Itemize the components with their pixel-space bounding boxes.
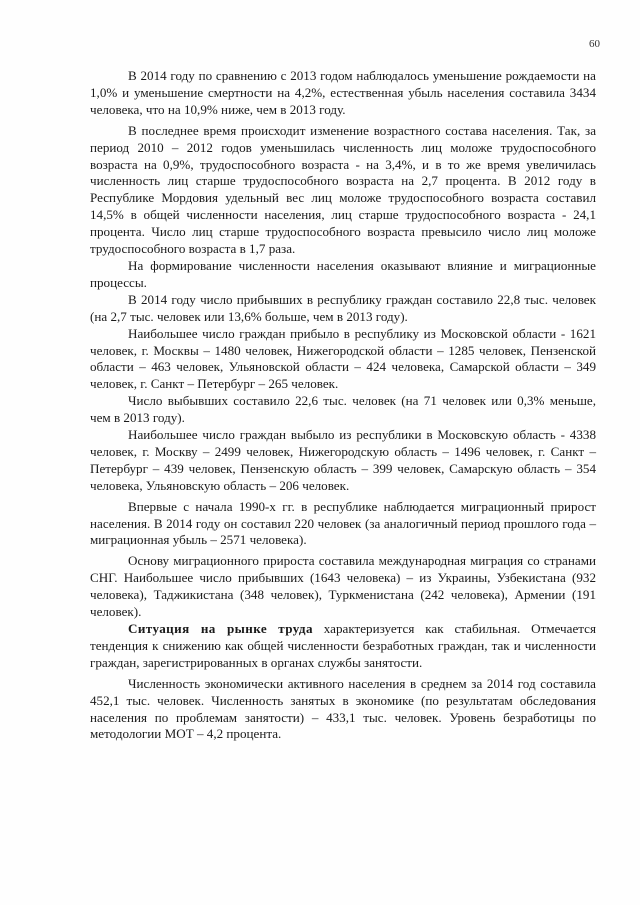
paragraph-age-structure: В последнее время происходит изменение возрастного состава населения. Так, за период 2010 – 2012 годов уменьшилась численность лиц моложе трудоспособного возраста на 0,9%, трудоспособного возраста - на 3,4%, и в то же время увеличилась численность лиц старше трудоспособного возраста на 2,7 процента. В 2012 году в Республике Мордовия удельный вес лиц моложе трудоспособного возраста составил 14,5% в общей численности населения, лиц старше трудоспособного возраста - 24,1 процента. Число лиц старше трудоспособного возраста превысило число лиц моложе трудоспособного возраста в 1,7 раза. — [90, 122, 596, 257]
paragraph-migration-growth: Впервые с начала 1990-х гг. в республике наблюдается миграционный прирост населения. В 2014 году он составил 220 человек (за аналогичный период прошлого года – миграционная убыль – 2571 человека). — [90, 498, 596, 548]
paragraph-arrivals-total: В 2014 году число прибывших в республику граждан составило 22,8 тыс. человек (на 2,7 тыс. человек или 13,6% больше, чем в 2013 году). — [90, 291, 596, 324]
labor-market-text: характеризуется как стабильная. Отмечается тенденция к снижению как общей численности безработных граждан, так и численности граждан, зарегистрированных в органах службы занятости. — [90, 621, 596, 670]
paragraph-departures-total: Число выбывших составило 22,6 тыс. человек (на 71 человек или 0,3% меньше, чем в 2013 году). — [90, 393, 596, 426]
labor-market-heading: Ситуация на рынке труда — [128, 621, 313, 636]
paragraph-natural-decline: В 2014 году по сравнению с 2013 годом наблюдалось уменьшение рождаемости на 1,0% и уменьшение смертности на 4,2%, естественная убыль населения составила 3434 человека, что на 10,9% ниже, чем в 2013 году. — [90, 68, 596, 117]
paragraph-cis-migration: Основу миграционного прироста составила международная миграция со странами СНГ. Наибольшее число прибывших (1643 человека) – из Украины, Узбекистана (932 человека), Таджикистана (348 человек), Туркменистана (242 человека), Армении (191 человек). — [90, 553, 596, 620]
paragraph-departures-regions: Наибольшее число граждан выбыло из республики в Московскую область - 4338 человек, г. Москву – 2499 человек, Нижегородскую область – 1496 человек, г. Санкт – Петербург – 439 человек, Пензенскую область – 399 человек, Самарскую область – 354 человека, Ульяновскую область – 206 человек. — [90, 427, 596, 493]
page-number: 60 — [589, 38, 600, 50]
paragraph-arrivals-regions: Наибольшее число граждан прибыло в республику из Московской области - 1621 человек, г. Москвы – 1480 человек, Нижегородской области – 1285 человек, Пензенской области – 463 человек, Ульяновской области – 424 человека, Самарской области – 349 человек, г. Санкт – Петербург – 265 человек. — [90, 325, 596, 392]
document-body — [90, 68, 596, 743]
paragraph-labor-market — [90, 621, 596, 672]
paragraph-employment: Численность экономически активного населения в среднем за 2014 год составила 452,1 тыс. человек. Численность занятых в экономике (по результатам обследования населения по проблемам занятости) – 433,1 тыс. человек. Уровень безработицы по методологии МОТ – 4,2 процента. — [90, 675, 596, 742]
paragraph-migration-intro: На формирование численности населения оказывают влияние и миграционные процессы. — [90, 257, 596, 290]
